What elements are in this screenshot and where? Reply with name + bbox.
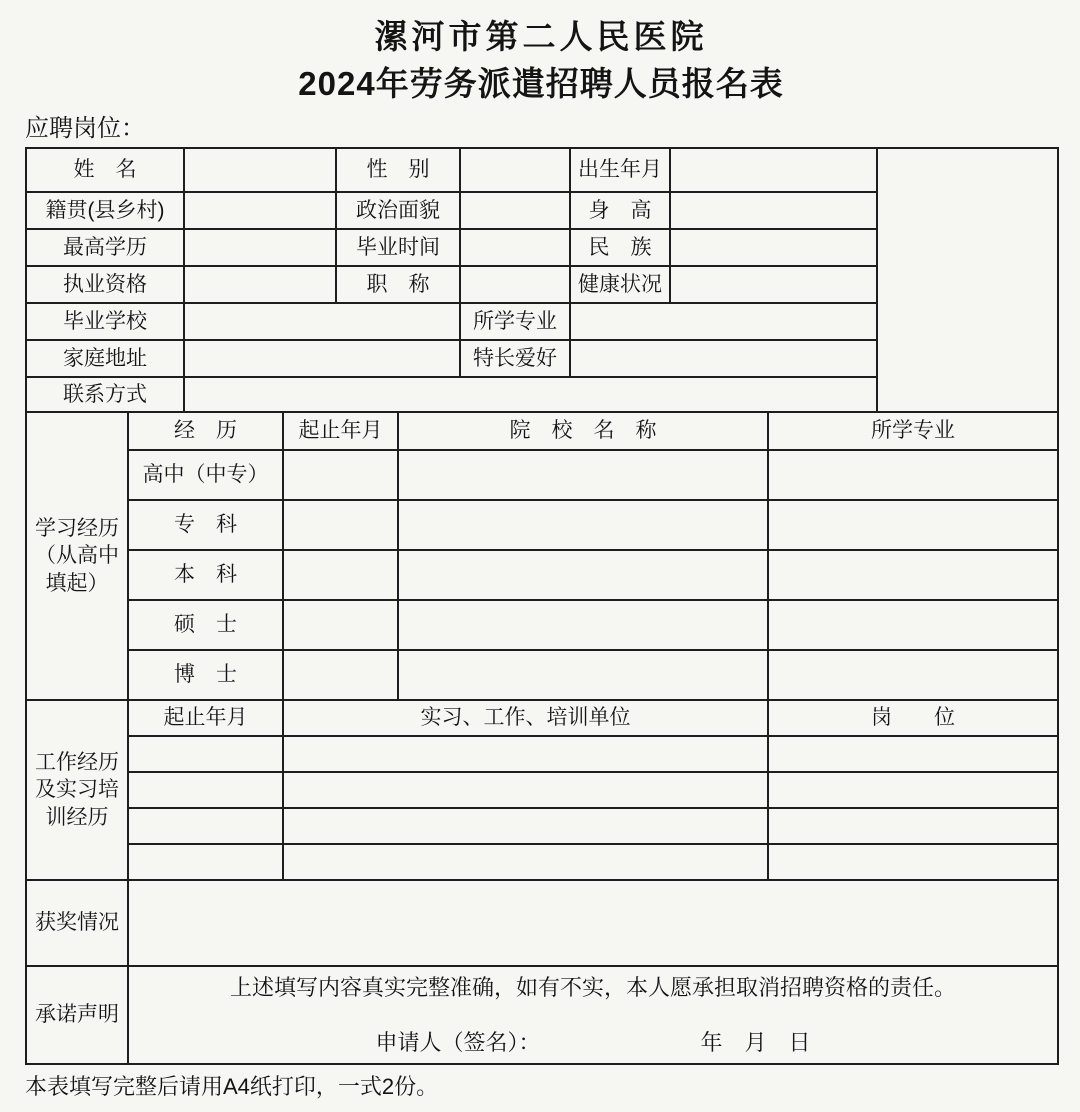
declaration-section-label: 承诺声明 [26, 966, 128, 1064]
work-row4-period-cell [128, 844, 283, 880]
edu-level-highschool-label: 高中（中专） [128, 450, 283, 500]
edu-highschool-major-cell [768, 450, 1058, 500]
position-applied-label: 应聘岗位： [25, 115, 145, 142]
edu-highschool-period-cell [283, 450, 398, 500]
hobbies-label: 特长爱好 [460, 340, 570, 377]
height-label: 身 高 [570, 192, 670, 229]
political-status-label: 政治面貌 [336, 192, 460, 229]
work-row1-organization-cell [283, 736, 768, 772]
edu-master-major-cell [768, 600, 1058, 650]
edu-master-period-cell [283, 600, 398, 650]
work-row3-organization-cell [283, 808, 768, 844]
professional-title-label: 职 称 [336, 266, 460, 303]
work-row1-position-cell [768, 736, 1058, 772]
edu-col-major-header: 所学专业 [768, 412, 1058, 450]
edu-level-doctor-label: 博 士 [128, 650, 283, 700]
education-side-line-2: （从高中 [35, 544, 119, 568]
edu-level-bachelor-label: 本 科 [128, 550, 283, 600]
work-row2-position-cell [768, 772, 1058, 808]
major-value-cell [570, 303, 877, 340]
work-row2-period-cell [128, 772, 283, 808]
edu-master-school-cell [398, 600, 768, 650]
gender-label: 性 别 [336, 148, 460, 192]
edu-associate-major-cell [768, 500, 1058, 550]
gender-value-cell [460, 148, 570, 192]
work-row3-period-cell [128, 808, 283, 844]
work-row1-period-cell [128, 736, 283, 772]
work-col-period-header: 起止年月 [128, 700, 283, 736]
birth-date-label: 出生年月 [570, 148, 670, 192]
edu-level-associate-label: 专 科 [128, 500, 283, 550]
professional-title-value-cell [460, 266, 570, 303]
work-history-section-label [26, 700, 128, 880]
graduation-time-value-cell [460, 229, 570, 266]
hospital-name-title: 漯河市第二人民医院 [374, 18, 708, 55]
edu-bachelor-major-cell [768, 550, 1058, 600]
edu-doctor-major-cell [768, 650, 1058, 700]
declaration-signature-row [132, 1029, 1054, 1058]
work-col-organization-header: 实习、工作、培训单位 [283, 700, 768, 736]
work-row2-organization-cell [283, 772, 768, 808]
major-label: 所学专业 [460, 303, 570, 340]
native-place-label: 籍贯(县乡村) [26, 192, 184, 229]
birth-date-value-cell [670, 148, 877, 192]
work-row4-position-cell [768, 844, 1058, 880]
awards-content-cell [128, 880, 1058, 966]
edu-bachelor-period-cell [283, 550, 398, 600]
edu-associate-period-cell [283, 500, 398, 550]
edu-col-experience-header: 经 历 [128, 412, 283, 450]
declaration-table [25, 965, 1059, 1065]
print-instruction-note: 本表填写完整后请用A4纸打印，一式2份。 [25, 1074, 439, 1099]
edu-associate-school-cell [398, 500, 768, 550]
work-row3-position-cell [768, 808, 1058, 844]
photo-cell [877, 148, 1058, 412]
graduation-school-label: 毕业学校 [26, 303, 184, 340]
work-col-position-header: 岗 位 [768, 700, 1058, 736]
hobbies-value-cell [570, 340, 877, 377]
graduation-school-value-cell [184, 303, 460, 340]
declaration-content-cell [128, 966, 1058, 1064]
health-status-value-cell [670, 266, 877, 303]
edu-col-period-header: 起止年月 [283, 412, 398, 450]
practice-qualification-label: 执业资格 [26, 266, 184, 303]
education-side-line-3: 填起） [45, 571, 109, 595]
education-history-table [25, 411, 1059, 701]
applicant-signature-label: 申请人（签名）： [375, 1030, 541, 1055]
name-label: 姓 名 [26, 148, 184, 192]
date-label: 年 月 日 [700, 1030, 811, 1055]
name-value-cell [184, 148, 336, 192]
work-side-line-2: 及实习培 [35, 778, 119, 802]
work-side-line-3: 训经历 [45, 805, 109, 829]
work-row4-organization-cell [283, 844, 768, 880]
political-status-value-cell [460, 192, 570, 229]
height-value-cell [670, 192, 877, 229]
personal-info-table [25, 147, 1059, 413]
ethnicity-value-cell [670, 229, 877, 266]
health-status-label: 健康状况 [570, 266, 670, 303]
work-side-line-1: 工作经历 [35, 751, 119, 775]
edu-col-school-header: 院 校 名 称 [398, 412, 768, 450]
highest-education-value-cell [184, 229, 336, 266]
edu-doctor-school-cell [398, 650, 768, 700]
declaration-statement: 上述填写内容真实完整准确，如有不实，本人愿承担取消招聘资格的责任。 [229, 975, 956, 1001]
form-title: 2024年劳务派遣招聘人员报名表 [298, 65, 784, 102]
work-history-table [25, 699, 1059, 881]
education-side-line-1: 学习经历 [35, 517, 119, 541]
practice-qualification-value-cell [184, 266, 336, 303]
edu-doctor-period-cell [283, 650, 398, 700]
edu-bachelor-school-cell [398, 550, 768, 600]
education-history-section-label [26, 412, 128, 700]
home-address-value-cell [184, 340, 460, 377]
home-address-label: 家庭地址 [26, 340, 184, 377]
contact-value-cell [184, 377, 877, 412]
graduation-time-label: 毕业时间 [336, 229, 460, 266]
contact-label: 联系方式 [26, 377, 184, 412]
ethnicity-label: 民 族 [570, 229, 670, 266]
awards-section-label: 获奖情况 [26, 880, 128, 966]
edu-highschool-school-cell [398, 450, 768, 500]
native-place-value-cell [184, 192, 336, 229]
highest-education-label: 最高学历 [26, 229, 184, 266]
awards-table [25, 879, 1059, 967]
edu-level-master-label: 硕 士 [128, 600, 283, 650]
